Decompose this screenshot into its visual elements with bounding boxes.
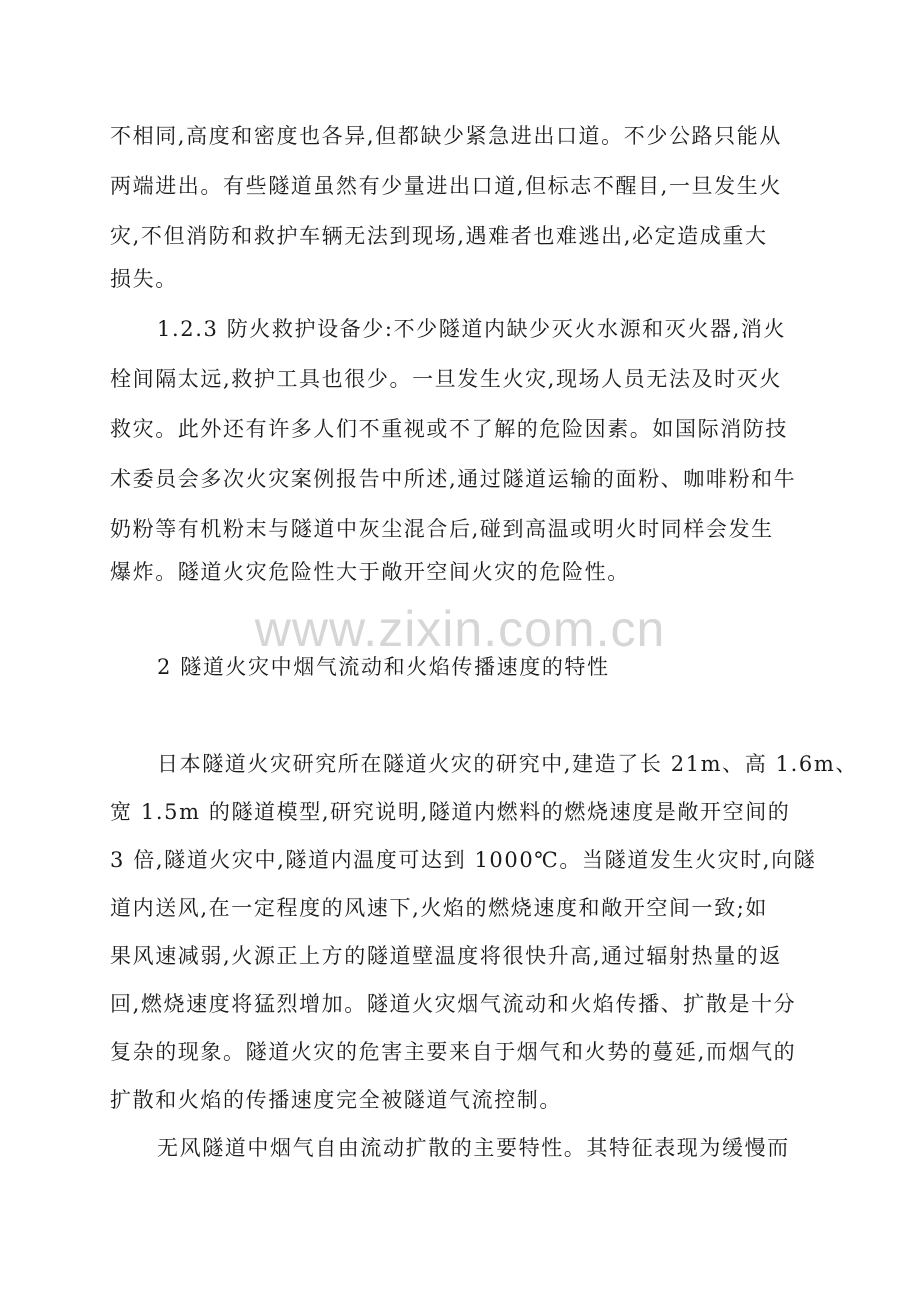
paragraph-2-line-2: 栓间隔太远,救护工具也很少。一旦发生火灾,现场人员无法及时灭火	[110, 367, 782, 391]
paragraph-4-line-1: 无风隧道中烟气自由流动扩散的主要特性。其特征表现为缓慢而	[157, 1136, 790, 1160]
paragraph-2-line-4: 术委员会多次火灾案例报告中所述,通过隧道运输的面粉、咖啡粉和牛	[110, 467, 797, 491]
paragraph-3-line-3: 3 倍,隧道火灾中,隧道内温度可达到 1000℃。当隧道发生火灾时,向隧	[110, 848, 817, 872]
paragraph-3-line-6: 回,燃烧速度将猛烈增加。隧道火灾烟气流动和火焰传播、扩散是十分	[110, 992, 797, 1016]
section-heading: 2 隧道火灾中烟气流动和火焰传播速度的特性	[157, 655, 610, 679]
paragraph-3-line-4: 道内送风,在一定程度的风速下,火焰的燃烧速度和敞开空间一致;如	[110, 896, 769, 920]
paragraph-3-line-5: 果风速减弱,火源正上方的隧道壁温度将很快升高,通过辐射热量的返	[110, 944, 782, 968]
paragraph-2-line-5: 奶粉等有机粉末与隧道中灰尘混合后,碰到高温或明火时同样会发生	[110, 517, 774, 541]
paragraph-2-line-6: 爆炸。隧道火灾危险性大于敞开空间火灾的危险性。	[110, 560, 630, 584]
paragraph-3-line-8: 扩散和火焰的传播速度完全被隧道气流控制。	[110, 1088, 562, 1112]
paragraph-3-line-1: 日本隧道火灾研究所在隧道火灾的研究中,建造了长 21m、高 1.6m、	[157, 752, 858, 776]
paragraph-1-line-3: 灾,不但消防和救护车辆无法到现场,遇难者也难逃出,必定造成重大	[110, 224, 768, 248]
paragraph-2-line-1: 1.2.3 防火救护设备少:不少隧道内缺少灭火水源和灭火器,消火	[157, 317, 787, 341]
paragraph-1-line-1: 不相同,高度和密度也各异,但都缺少紧急进出口道。不少公路只能从	[110, 124, 782, 148]
paragraph-2-line-3: 救灾。此外还有许多人们不重视或不了解的危险因素。如国际消防技	[110, 417, 788, 441]
watermark: www.zixin.com.cn	[254, 601, 666, 657]
paragraph-1-line-4: 损失。	[110, 267, 178, 291]
paragraph-3-line-2: 宽 1.5m 的隧道模型,研究说明,隧道内燃料的燃烧速度是敞开空间的	[110, 800, 791, 824]
paragraph-1-line-2: 两端进出。有些隧道虽然有少量进出口道,但标志不醒目,一旦发生火	[110, 174, 782, 198]
paragraph-3-line-7: 复杂的现象。隧道火灾的危害主要来自于烟气和火势的蔓延,而烟气的	[110, 1040, 797, 1064]
